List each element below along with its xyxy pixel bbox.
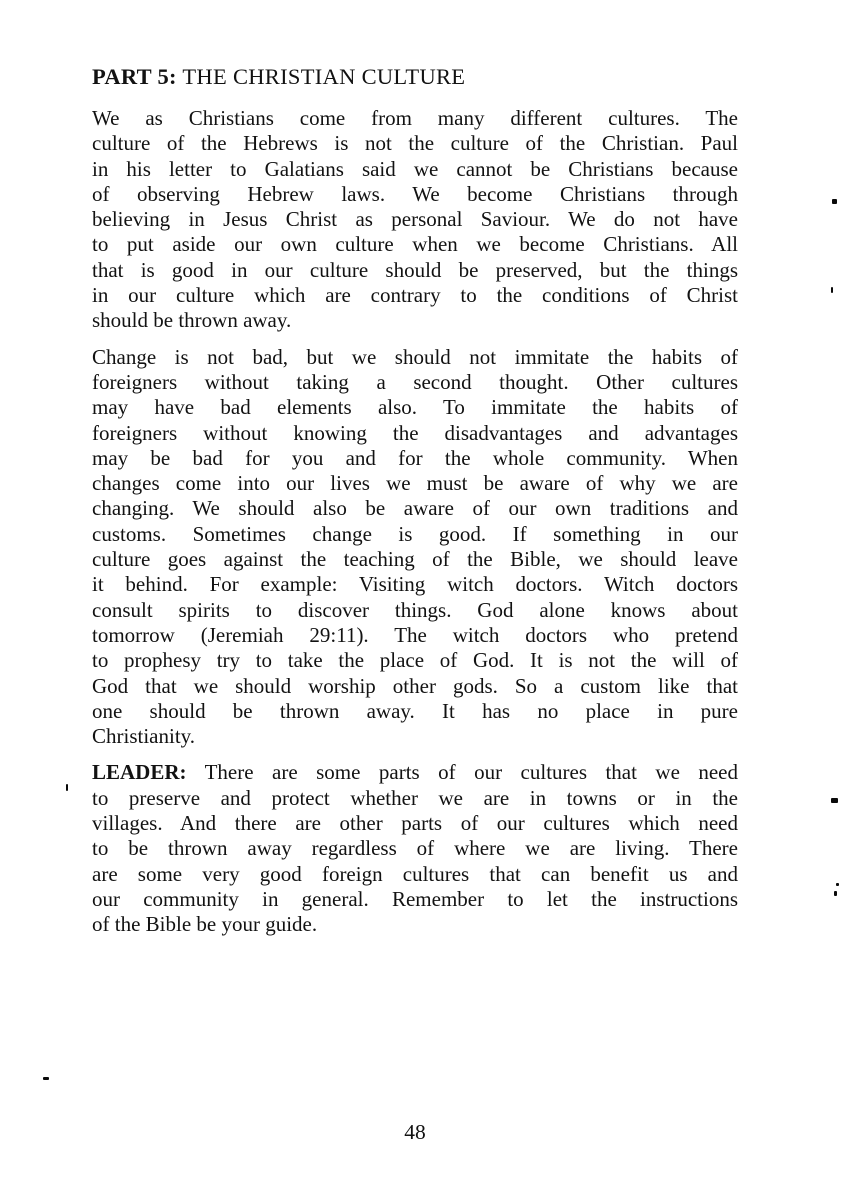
text-line: Christianity. [92,724,196,749]
text-line: culture of the Hebrews is not the culture of the Christian. Paul [92,131,738,156]
scan-speck [66,784,68,791]
text-line: in his letter to Galatians said we cannot be Christians because [92,156,738,181]
scan-speck [831,287,833,293]
text-column [92,64,738,949]
text-line: LEADER: There are some parts of our cultures that we need [92,760,738,785]
text-line: our community in general. Remember to let the instructions [92,886,738,911]
text-line: that is good in our culture should be preserved, but the things [92,257,738,282]
text-line: tomorrow (Jeremiah 29:11). The witch doctors who pretend [92,622,738,647]
text-line: Change is not bad, but we should not immitate the habits of [92,344,738,369]
text-line: should be thrown away. [92,308,292,333]
text-line: to preserve and protect whether we are in towns or in the [92,785,738,810]
section-heading-title: THE CHRISTIAN CULTURE [176,64,466,89]
scan-speck [831,798,838,803]
text-line: changes come into our lives we must be aware of why we are [92,471,738,496]
text-line: in our culture which are contrary to the conditions of Christ [92,283,738,308]
text-line: changing. We should also be aware of our own traditions and [92,496,738,521]
text-line: believing in Jesus Christ as personal Saviour. We do not have [92,207,738,232]
text-line: may be bad for you and for the whole community. When [92,445,738,470]
text-line: are some very good foreign cultures that can benefit us and [92,861,738,886]
text-line: We as Christians come from many different cultures. The [92,106,738,130]
scan-speck [836,883,839,886]
paragraphs [92,106,738,938]
page-number: 48 [404,1120,426,1144]
text-line: foreigners without taking a second thought. Other cultures [92,369,738,394]
section-heading [92,64,738,90]
scan-speck [43,1077,49,1080]
text-line: foreigners without knowing the disadvantages and advantages [92,420,738,445]
text-line: to prophesy try to take the place of God. It is not the will of [92,648,738,673]
text-line: God that we should worship other gods. So a custom like that [92,673,738,698]
text-line: to be thrown away regardless of where we are living. There [92,836,738,861]
paragraph [92,106,738,334]
text-line: consult spirits to discover things. God alone knows about [92,597,738,622]
scan-speck [834,891,837,896]
text-line: to put aside our own culture when we become Christians. All [92,232,738,257]
scan-speck [832,199,837,204]
text-line: may have bad elements also. To immitate the habits of [92,395,738,420]
text-line: culture goes against the teaching of the Bible, we should leave [92,547,738,572]
text-line: one should be thrown away. It has no place in pure [92,698,738,723]
text-line: of the Bible be your guide. [92,912,318,937]
paragraph [92,760,738,937]
text-line: of observing Hebrew laws. We become Christians through [92,181,738,206]
text-line: villages. And there are other parts of our cultures which need [92,811,738,836]
paragraph-lead-label: LEADER: [92,760,187,785]
text-line: it behind. For example: Visiting witch doctors. Witch doctors [92,572,738,597]
text-line: customs. Sometimes change is good. If something in our [92,521,738,546]
paragraph [92,345,738,750]
section-heading-label: PART 5: [92,64,177,89]
